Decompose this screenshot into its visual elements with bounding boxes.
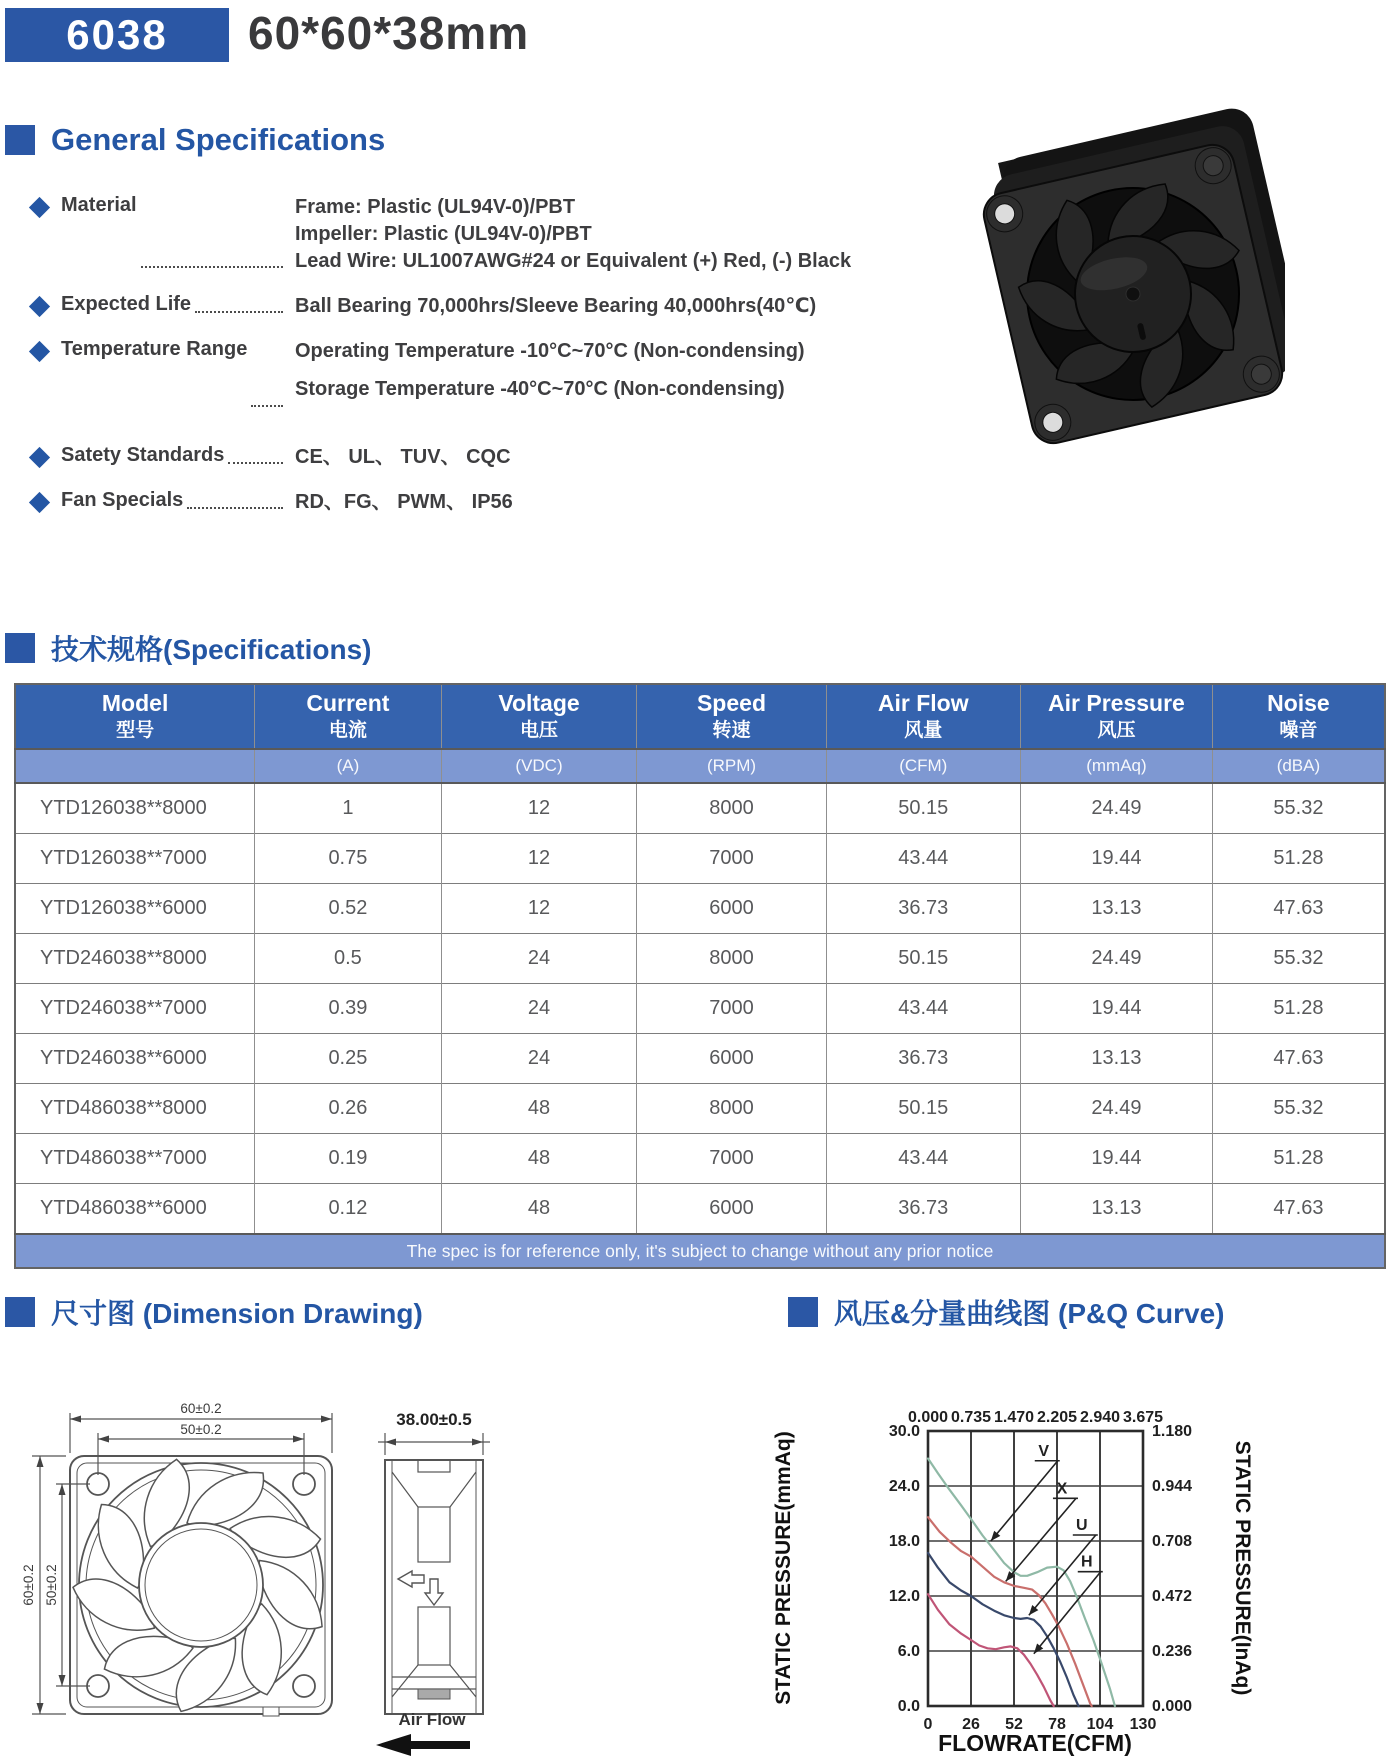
spec-item (32, 338, 912, 414)
svg-text:12.0: 12.0 (888, 1588, 920, 1605)
table-cell: 0.12 (255, 1184, 441, 1235)
table-cell: 0.25 (255, 1034, 441, 1084)
table-cell: 51.28 (1212, 834, 1385, 884)
table-cell: 24 (441, 1034, 637, 1084)
svg-text:60±0.2: 60±0.2 (180, 1401, 222, 1416)
table-cell: 55.32 (1212, 1084, 1385, 1134)
table-cell: 1 (255, 783, 441, 834)
unit-cell: (RPM) (637, 749, 826, 783)
table-cell: 24 (441, 984, 637, 1034)
table-cell: YTD246038**6000 (15, 1034, 255, 1084)
table-units-row (15, 749, 1385, 783)
svg-text:30.0: 30.0 (888, 1423, 920, 1440)
diamond-icon (29, 341, 50, 362)
table-cell: 50.15 (826, 934, 1021, 984)
table-cell: 7000 (637, 834, 826, 884)
table-cell: 36.73 (826, 1034, 1021, 1084)
fan-product-photo (975, 82, 1285, 512)
curve-V (928, 1459, 1115, 1707)
table-cell: YTD126038**6000 (15, 884, 255, 934)
spec-label: Material (61, 194, 137, 216)
spec-table-heading (5, 628, 371, 668)
table-row (15, 783, 1385, 834)
table-cell: YTD486038**8000 (15, 1084, 255, 1134)
table-cell: 8000 (637, 934, 826, 984)
table-cell: 7000 (637, 984, 826, 1034)
column-header-zh: 风压 (1097, 720, 1136, 741)
dimension-heading (5, 1292, 423, 1332)
svg-text:18.0: 18.0 (888, 1533, 920, 1550)
column-header-zh: 噪音 (1279, 720, 1318, 741)
table-cell: 13.13 (1021, 1184, 1213, 1235)
spec-label-wrap (61, 194, 285, 275)
svg-text:6.0: 6.0 (897, 1643, 920, 1660)
table-cell: 55.32 (1212, 783, 1385, 834)
spec-value: Ball Bearing 70,000hrs/Sleeve Bearing 40,000hrs(40℃) (295, 295, 817, 317)
table-cell: 0.52 (255, 884, 441, 934)
dimension-drawing (20, 1355, 525, 1757)
spec-values (285, 338, 912, 414)
svg-text:104: 104 (1086, 1716, 1114, 1733)
dotted-leader (251, 338, 283, 407)
column-header (637, 684, 826, 749)
model-code-box (5, 8, 229, 62)
table-cell: 7000 (637, 1134, 826, 1184)
blue-square-icon (5, 633, 35, 663)
airflow-label: Air Flow (398, 1710, 466, 1729)
svg-text:0.708: 0.708 (1152, 1533, 1193, 1550)
table-cell: 47.63 (1212, 884, 1385, 934)
spec-label: Temperature Range (61, 338, 248, 360)
svg-text:V: V (1038, 1442, 1050, 1460)
table-cell: 36.73 (826, 884, 1021, 934)
svg-text:0.0: 0.0 (897, 1698, 920, 1715)
unit-cell: (VDC) (441, 749, 637, 783)
table-cell: 0.19 (255, 1134, 441, 1184)
svg-text:60±0.2: 60±0.2 (21, 1564, 36, 1606)
column-header-zh: 型号 (116, 720, 155, 741)
diamond-icon (29, 492, 50, 513)
spec-values (285, 194, 912, 275)
table-cell: 47.63 (1212, 1184, 1385, 1235)
table-cell: 51.28 (1212, 1134, 1385, 1184)
table-cell: 6000 (637, 1034, 826, 1084)
table-cell: YTD126038**8000 (15, 783, 255, 834)
column-header (15, 684, 255, 749)
svg-text:26: 26 (962, 1716, 980, 1733)
table-cell: 47.63 (1212, 1034, 1385, 1084)
table-cell: 55.32 (1212, 934, 1385, 984)
blue-square-icon (5, 125, 35, 155)
table-cell: 12 (441, 884, 637, 934)
table-cell: 43.44 (826, 984, 1021, 1034)
table-row (15, 1134, 1385, 1184)
general-specs-list (32, 194, 912, 534)
fan-size-label: 60*60*38mm (248, 7, 530, 59)
table-cell: 48 (441, 1184, 637, 1235)
pq-chart (752, 1375, 1352, 1757)
table-cell: YTD246038**8000 (15, 934, 255, 984)
table-cell: 24.49 (1021, 783, 1213, 834)
svg-text:78: 78 (1048, 1716, 1066, 1733)
column-header-en: Air Pressure (1048, 690, 1185, 716)
dotted-leader (187, 489, 283, 509)
table-cell: YTD246038**7000 (15, 984, 255, 1034)
svg-text:H: H (1080, 1553, 1093, 1571)
table-footnote-row (15, 1234, 1385, 1268)
table-cell: 24.49 (1021, 934, 1213, 984)
spec-table-wrap (14, 683, 1386, 1269)
table-row (15, 1034, 1385, 1084)
svg-text:0.000: 0.000 (1152, 1698, 1193, 1715)
spec-item (32, 293, 912, 320)
column-header-en: Current (306, 690, 390, 716)
table-cell: 6000 (637, 1184, 826, 1235)
table-row (15, 984, 1385, 1034)
table-cell: 0.5 (255, 934, 441, 984)
svg-text:50±0.2: 50±0.2 (44, 1564, 59, 1606)
spec-item (32, 444, 912, 471)
svg-text:130: 130 (1129, 1716, 1157, 1733)
column-header (1212, 684, 1385, 749)
table-cell: 6000 (637, 884, 826, 934)
column-header (1021, 684, 1213, 749)
spec-value: RD、FG、 PWM、 IP56 (295, 491, 513, 513)
column-header (255, 684, 441, 749)
column-header-en: Speed (696, 690, 766, 716)
svg-text:1.180: 1.180 (1152, 1423, 1193, 1440)
diamond-icon (29, 296, 50, 317)
table-row (15, 1184, 1385, 1235)
unit-cell: (A) (255, 749, 441, 783)
spec-label: Expected Life (61, 293, 192, 315)
spec-value: Storage Temperature -40°C~70°C (Non-condensing) (295, 378, 785, 400)
svg-text:X: X (1056, 1480, 1068, 1498)
table-cell: 0.75 (255, 834, 441, 884)
table-row (15, 1084, 1385, 1134)
table-row (15, 834, 1385, 884)
table-cell: 48 (441, 1084, 637, 1134)
spec-value: Lead Wire: UL1007AWG#24 or Equivalent (+) Red, (-) Black (295, 250, 852, 272)
table-cell: 13.13 (1021, 884, 1213, 934)
svg-text:0.735: 0.735 (950, 1409, 992, 1426)
dotted-leader (228, 444, 283, 464)
unit-cell: (CFM) (826, 749, 1021, 783)
spec-table (14, 683, 1386, 1269)
dotted-leader (141, 194, 283, 268)
spec-values (285, 293, 912, 320)
svg-text:2.940: 2.940 (1079, 1409, 1121, 1426)
chart-gridlines (928, 1431, 1143, 1706)
chart-plot-area (889, 1409, 1192, 1733)
side-view (385, 1460, 483, 1714)
table-cell: 24 (441, 934, 637, 984)
table-cell: YTD486038**7000 (15, 1134, 255, 1184)
table-cell: YTD486038**6000 (15, 1184, 255, 1235)
spec-item (32, 489, 912, 516)
dimension-title: 尺寸图 (Dimension Drawing) (51, 1298, 423, 1329)
table-cell: YTD126038**7000 (15, 834, 255, 884)
table-cell: 0.26 (255, 1084, 441, 1134)
spec-label-wrap (61, 444, 285, 471)
column-header-zh: 转速 (712, 720, 751, 741)
x-axis-title: FLOWRATE(CFM) (938, 1730, 1132, 1756)
pq-title: 风压&分量曲线图 (P&Q Curve) (834, 1298, 1225, 1329)
svg-text:1.470: 1.470 (993, 1409, 1035, 1426)
general-specs-title: General Specifications (51, 122, 386, 157)
svg-text:3.675: 3.675 (1122, 1409, 1164, 1426)
svg-text:50±0.2: 50±0.2 (180, 1422, 222, 1437)
spec-value: CE、 UL、 TUV、 CQC (295, 446, 511, 468)
table-cell: 13.13 (1021, 1034, 1213, 1084)
spec-table-title: 技术规格(Specifications) (51, 634, 372, 665)
table-cell: 48 (441, 1134, 637, 1184)
table-cell: 12 (441, 783, 637, 834)
spec-value: Impeller: Plastic (UL94V-0)/PBT (295, 223, 592, 245)
pq-heading (788, 1292, 1224, 1332)
table-footnote: The spec is for reference only, it's subject to change without any prior notice (15, 1234, 1385, 1268)
column-header-zh: 风量 (904, 720, 943, 741)
column-header-en: Model (101, 690, 169, 716)
svg-text:24.0: 24.0 (888, 1478, 920, 1495)
table-cell: 43.44 (826, 1134, 1021, 1184)
spec-values (285, 444, 912, 471)
model-code: 6038 (66, 11, 168, 58)
spec-label: Satety Standards (61, 444, 225, 466)
column-header-zh: 电压 (520, 720, 559, 741)
table-cell: 50.15 (826, 783, 1021, 834)
unit-cell (15, 749, 255, 783)
svg-text:U: U (1076, 1517, 1088, 1534)
column-header-zh: 电流 (328, 720, 367, 741)
table-cell: 51.28 (1212, 984, 1385, 1034)
column-header-en: Air Flow (877, 690, 969, 716)
svg-text:38.00±0.5: 38.00±0.5 (396, 1410, 472, 1429)
table-cell: 19.44 (1021, 834, 1213, 884)
table-cell: 19.44 (1021, 1134, 1213, 1184)
table-cell: 12 (441, 834, 637, 884)
svg-text:52: 52 (1005, 1716, 1023, 1733)
column-header-en: Voltage (498, 690, 580, 716)
column-header (441, 684, 637, 749)
table-row (15, 934, 1385, 984)
unit-cell: (dBA) (1212, 749, 1385, 783)
svg-text:0.472: 0.472 (1152, 1588, 1193, 1605)
unit-cell: (mmAq) (1021, 749, 1213, 783)
airflow-arrow-icon (376, 1734, 470, 1756)
svg-text:0.236: 0.236 (1152, 1643, 1193, 1660)
y-left-axis-title: STATIC PRESSURE(mmAq) (772, 1431, 795, 1705)
table-cell: 19.44 (1021, 984, 1213, 1034)
table-header-row (15, 684, 1385, 749)
spec-value: Operating Temperature -10°C~70°C (Non-condensing) (295, 340, 805, 362)
y-right-axis-title: STATIC PRESSURE(InAq) (1231, 1440, 1254, 1696)
svg-text:0.000: 0.000 (907, 1409, 949, 1426)
table-cell: 8000 (637, 1084, 826, 1134)
spec-item (32, 194, 912, 275)
spec-label-wrap (61, 338, 285, 414)
general-specs-heading (5, 122, 385, 158)
table-cell: 8000 (637, 783, 826, 834)
table-cell: 50.15 (826, 1084, 1021, 1134)
diamond-icon (29, 197, 50, 218)
table-cell: 0.39 (255, 984, 441, 1034)
table-cell: 36.73 (826, 1184, 1021, 1235)
spec-label: Fan Specials (61, 489, 184, 511)
spec-value: Frame: Plastic (UL94V-0)/PBT (295, 196, 576, 218)
chart-curves (928, 1459, 1115, 1707)
blue-square-icon (788, 1297, 818, 1327)
spec-label-wrap (61, 293, 285, 320)
dotted-leader (195, 293, 283, 313)
curve-U (928, 1553, 1079, 1706)
spec-values (285, 489, 912, 516)
column-header-en: Noise (1267, 690, 1330, 716)
diamond-icon (29, 447, 50, 468)
table-cell: 43.44 (826, 834, 1021, 884)
svg-text:0.944: 0.944 (1152, 1478, 1193, 1495)
table-row (15, 884, 1385, 934)
blue-square-icon (5, 1297, 35, 1327)
column-header (826, 684, 1021, 749)
svg-text:2.205: 2.205 (1036, 1409, 1078, 1426)
spec-label-wrap (61, 489, 285, 516)
table-cell: 24.49 (1021, 1084, 1213, 1134)
svg-text:0: 0 (923, 1716, 933, 1733)
